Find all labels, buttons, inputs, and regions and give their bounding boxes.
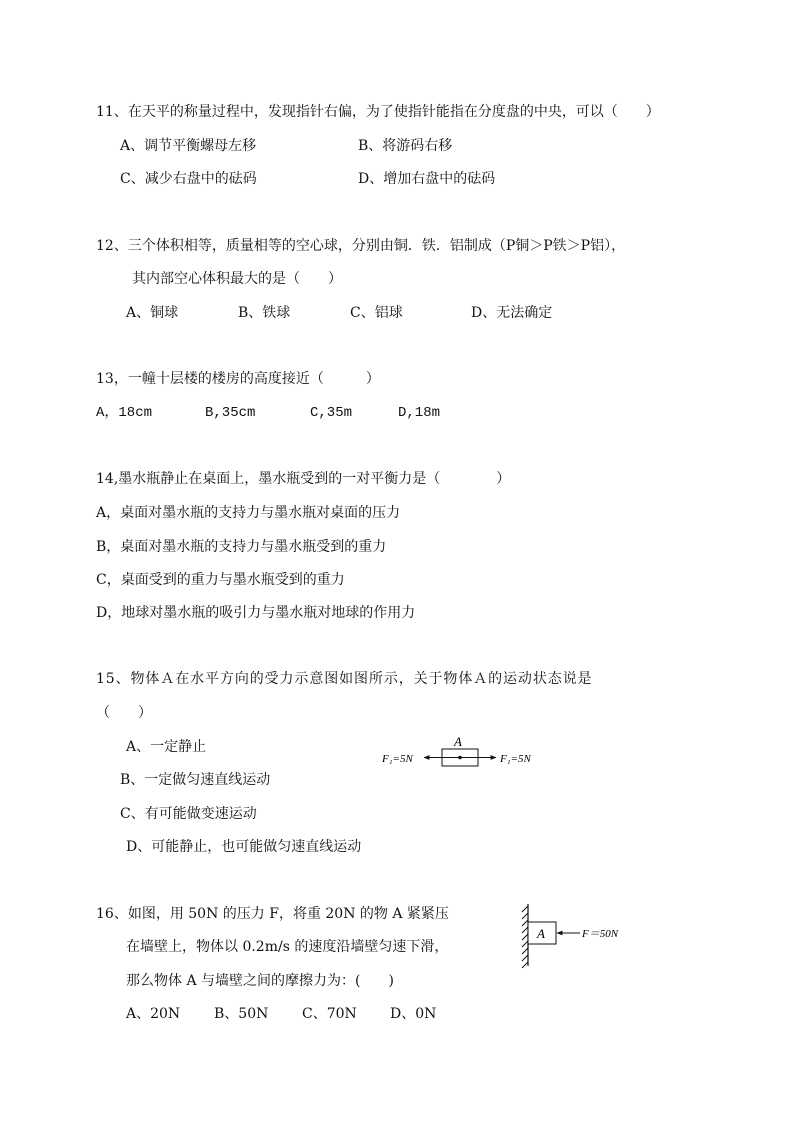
q11-stem: 11、在天平的称量过程中，发现指针右偏，为了使指针能指在分度盘的中央，可以（ ） (96, 104, 660, 120)
q15-option-b: B、一定做匀速直线运动 (120, 772, 271, 788)
q16-block-label: A (537, 926, 545, 941)
q15-option-a: A、一定静止 (126, 739, 207, 755)
q12-option-d: D、无法确定 (471, 305, 553, 321)
q15-stem-line2: （ ） (96, 705, 152, 721)
q13-option-c: C,35m (310, 405, 353, 421)
q14-option-a: A，桌面对墨水瓶的支持力与墨水瓶对桌面的压力 (96, 505, 401, 521)
q15-option-d: D、可能静止，也可能做匀速直线运动 (126, 839, 362, 855)
q13-option-b: B,35cm (205, 405, 256, 421)
q12-option-b: B、铁球 (238, 305, 291, 321)
q11-option-d: D、增加右盘中的砝码 (358, 171, 496, 187)
q14-option-d: D，地球对墨水瓶的吸引力与墨水瓶对地球的作用力 (96, 605, 416, 621)
q16-stem-line2: 在墙壁上，物体以 0.2m/s 的速度沿墙壁匀速下滑， (126, 939, 449, 955)
q11-option-c: C、减少右盘中的砝码 (120, 171, 257, 187)
q16-option-c: C、70N (302, 1006, 357, 1022)
q12-option-c: C、铝球 (350, 305, 403, 321)
q16-option-d: D、0N (390, 1006, 437, 1022)
q15-option-c: C、有可能做变速运动 (120, 806, 257, 822)
q16-stem-line3: 那么物体 A 与墙壁之间的摩擦力为：( ) (126, 973, 394, 989)
q13-option-d: D,18m (398, 405, 441, 421)
q15-right-force-label: F₁=5N (500, 753, 531, 765)
q15-force-diagram (378, 734, 548, 778)
q12-stem-line2: 其内部空心体积最大的是（ ） (132, 271, 342, 287)
q13-stem: 13，一幢十层楼的楼房的高度接近（ ） (96, 371, 380, 387)
q12-stem-line1: 12、三个体积相等，质量相等的空心球，分别由铜．铁．铝制成（Ρ铜＞Ρ铁＞Ρ铝）， (96, 238, 626, 254)
q15-block-label: A (454, 734, 462, 749)
q15-stem-line1: 15、物体Ａ在水平方向的受力示意图如图所示，关于物体Ａ的运动状态说是 (96, 671, 593, 687)
q14-option-c: C，桌面受到的重力与墨水瓶受到的重力 (96, 572, 345, 588)
q11-option-a: A、调节平衡螺母左移 (120, 138, 257, 154)
q12-option-a: A、铜球 (126, 305, 179, 321)
q16-wall-hatching (522, 906, 528, 968)
q16-stem-line1: 16、如图，用 50N 的压力 F，将重 20N 的物 A 紧紧压 (96, 906, 449, 922)
q14-option-b: B，桌面对墨水瓶的支持力与墨水瓶受到的重力 (96, 539, 387, 555)
q15-left-force-label: F₁=5N (382, 753, 413, 765)
q16-option-a: A、20N (126, 1006, 181, 1022)
q14-stem: 14,墨水瓶静止在桌面上，墨水瓶受到的一对平衡力是（ ） (96, 471, 511, 487)
q16-wall-diagram (514, 900, 644, 970)
q16-force-label: F＝50N (582, 928, 619, 940)
q11-option-b: B、将游码右移 (358, 138, 453, 154)
q16-option-b: B、50N (214, 1006, 269, 1022)
q13-option-a: A，18cm (96, 405, 153, 421)
